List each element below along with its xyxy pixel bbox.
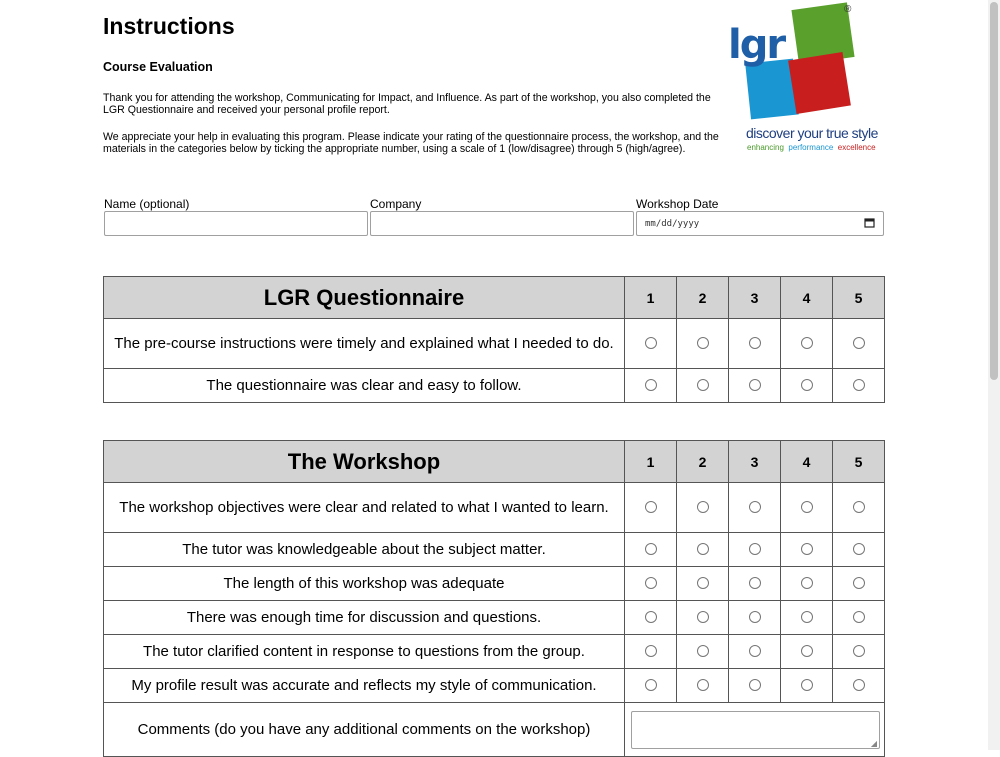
scale-header: 1 (625, 277, 677, 319)
workshop-table (103, 440, 885, 757)
resize-grip-icon[interactable]: ◢ (870, 738, 877, 748)
logo-red-square (788, 52, 851, 114)
calendar-icon[interactable] (864, 217, 875, 231)
rating-radio-2[interactable] (697, 679, 709, 691)
rating-radio-3[interactable] (749, 379, 761, 391)
logo-sub-performance: performance (788, 143, 834, 152)
scale-header: 5 (833, 277, 885, 319)
company-field-group (370, 197, 634, 236)
table-row (104, 601, 885, 635)
name-input[interactable] (104, 211, 368, 236)
rating-radio-2[interactable] (697, 543, 709, 555)
date-label: Workshop Date (636, 197, 719, 211)
scale-header: 2 (677, 277, 729, 319)
rating-radio-4[interactable] (801, 501, 813, 513)
rating-radio-5[interactable] (853, 679, 865, 691)
table-row (104, 369, 885, 403)
logo-subtagline (747, 143, 876, 152)
rating-radio-2[interactable] (697, 577, 709, 589)
statement-text: The tutor was knowledgeable about the subject matter. (104, 533, 625, 567)
rating-radio-1[interactable] (645, 679, 657, 691)
statement-text: The pre-course instructions were timely and explained what I needed to do. (104, 319, 625, 369)
table-header-row (104, 441, 885, 483)
date-placeholder: mm/dd/yyyy (645, 218, 700, 229)
statement-text: The tutor clarified content in response to questions from the group. (104, 635, 625, 669)
table-header-row (104, 277, 885, 319)
rating-radio-4[interactable] (801, 679, 813, 691)
scale-header: 1 (625, 441, 677, 483)
logo-text: lgr (728, 22, 785, 68)
table-row (104, 483, 885, 533)
rating-radio-3[interactable] (749, 679, 761, 691)
rating-radio-1[interactable] (645, 337, 657, 349)
registered-mark: ® (844, 4, 852, 15)
table-row (104, 319, 885, 369)
logo-sub-excellence: excellence (837, 143, 876, 152)
rating-radio-4[interactable] (801, 543, 813, 555)
statement-text: The workshop objectives were clear and related to what I wanted to learn. (104, 483, 625, 533)
company-input[interactable] (370, 211, 634, 236)
rating-radio-1[interactable] (645, 379, 657, 391)
page-title: Instructions (103, 13, 235, 39)
rating-radio-3[interactable] (749, 501, 761, 513)
rating-radio-5[interactable] (853, 543, 865, 555)
rating-radio-3[interactable] (749, 543, 761, 555)
statement-text: The length of this workshop was adequate (104, 567, 625, 601)
rating-radio-1[interactable] (645, 611, 657, 623)
rating-radio-5[interactable] (853, 645, 865, 657)
rating-radio-5[interactable] (853, 577, 865, 589)
name-label: Name (optional) (104, 197, 190, 211)
rating-radio-4[interactable] (801, 645, 813, 657)
scale-header: 4 (781, 277, 833, 319)
table-row (104, 567, 885, 601)
comments-label: Comments (do you have any additional comments on the workshop) (104, 703, 625, 757)
table-row (104, 669, 885, 703)
scrollbar-thumb[interactable] (990, 2, 998, 380)
vertical-scrollbar[interactable] (988, 0, 1000, 750)
rating-radio-2[interactable] (697, 611, 709, 623)
rating-radio-1[interactable] (645, 501, 657, 513)
workshop-date-input[interactable] (636, 211, 884, 236)
rating-radio-2[interactable] (697, 379, 709, 391)
logo-tagline: discover your true style (746, 125, 878, 141)
scale-header: 2 (677, 441, 729, 483)
rating-radio-3[interactable] (749, 611, 761, 623)
scale-header: 4 (781, 441, 833, 483)
rating-radio-1[interactable] (645, 645, 657, 657)
scale-header: 5 (833, 441, 885, 483)
rating-radio-5[interactable] (853, 501, 865, 513)
rating-radio-1[interactable] (645, 577, 657, 589)
rating-radio-3[interactable] (749, 645, 761, 657)
rating-radio-2[interactable] (697, 501, 709, 513)
logo-sub-enhancing: enhancing (747, 143, 784, 152)
statement-text: The questionnaire was clear and easy to follow. (104, 369, 625, 403)
name-field-group (104, 197, 368, 236)
rating-radio-4[interactable] (801, 577, 813, 589)
page-subtitle: Course Evaluation (103, 60, 213, 74)
section-title: LGR Questionnaire (104, 277, 625, 319)
rating-radio-5[interactable] (853, 611, 865, 623)
scale-header: 3 (729, 277, 781, 319)
date-field-group (636, 197, 884, 236)
instructions-paragraph: We appreciate your help in evaluating this program. Please indicate your rating of the questionnaire process, the workshop, and the materials in the categories below by ticking the appropriate number, using a scale of 1 (low/disagree) through 5 (high/agree). (103, 131, 719, 155)
rating-radio-4[interactable] (801, 611, 813, 623)
table-row (104, 635, 885, 669)
rating-radio-4[interactable] (801, 337, 813, 349)
rating-radio-2[interactable] (697, 645, 709, 657)
intro-paragraph: Thank you for attending the workshop, Communicating for Impact, and Influence. As part of the workshop, you also completed the LGR Questionnaire and received your personal profile report. (103, 92, 711, 116)
rating-radio-3[interactable] (749, 337, 761, 349)
comments-textarea[interactable] (631, 711, 880, 749)
comments-row (104, 703, 885, 757)
questionnaire-table (103, 276, 885, 403)
scale-header: 3 (729, 441, 781, 483)
statement-text: My profile result was accurate and reflects my style of communication. (104, 669, 625, 703)
rating-radio-3[interactable] (749, 577, 761, 589)
statement-text: There was enough time for discussion and questions. (104, 601, 625, 635)
section-title: The Workshop (104, 441, 625, 483)
rating-radio-5[interactable] (853, 337, 865, 349)
rating-radio-1[interactable] (645, 543, 657, 555)
lgr-logo (726, 4, 890, 154)
company-label: Company (370, 197, 422, 211)
table-row (104, 533, 885, 567)
rating-radio-4[interactable] (801, 379, 813, 391)
rating-radio-2[interactable] (697, 337, 709, 349)
rating-radio-5[interactable] (853, 379, 865, 391)
